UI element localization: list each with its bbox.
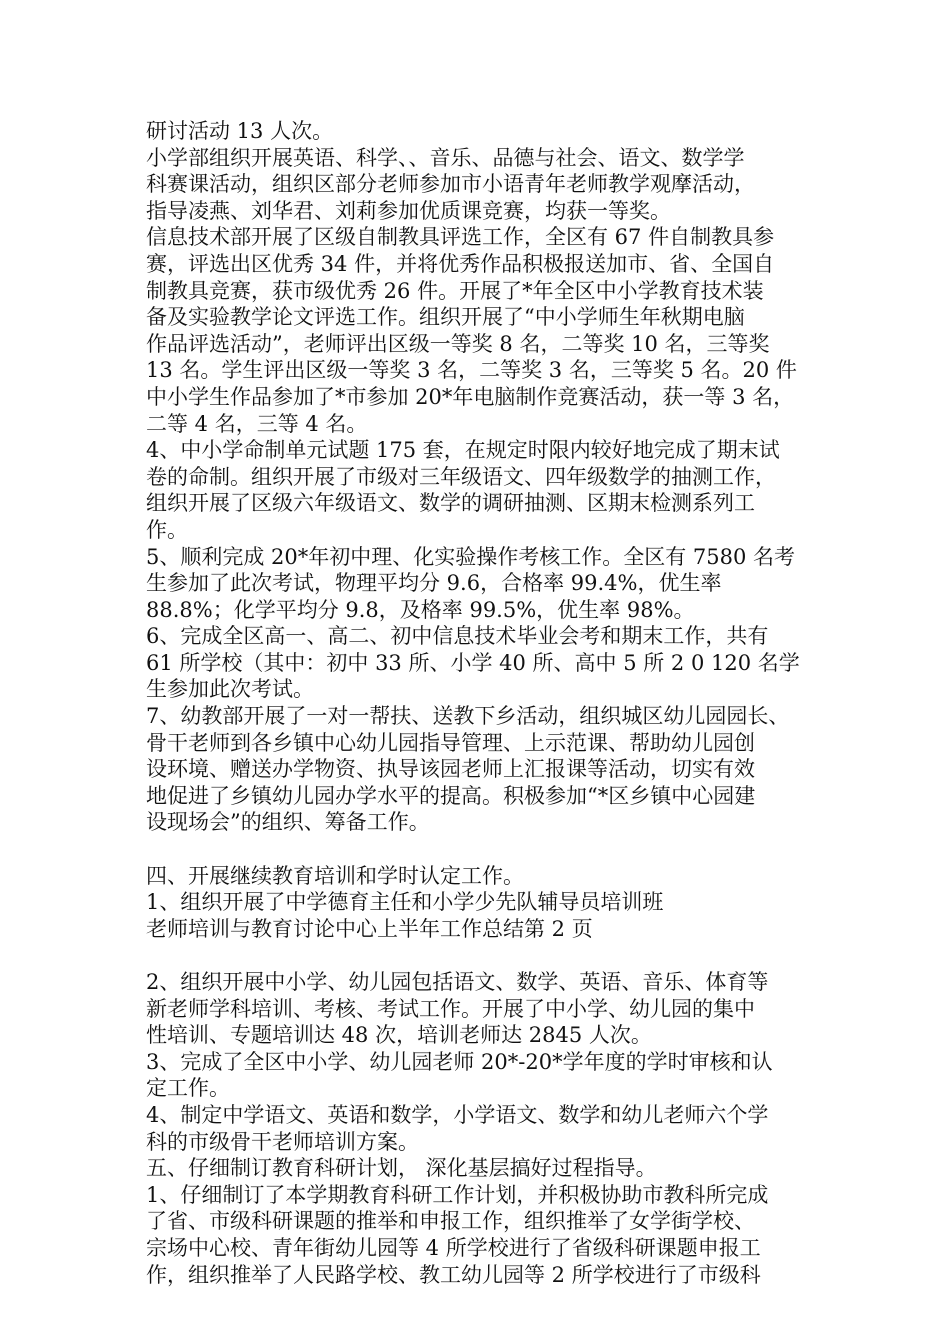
document-body	[146, 118, 826, 1288]
text-line: 4、制定中学语文、英语和数学，小学语文、数学和幼儿老师六个学	[146, 1102, 769, 1127]
blank-line	[146, 836, 826, 863]
text-line: 3、完成了全区中小学、幼儿园老师 20*-20*学年度的学时审核和认	[146, 1049, 773, 1074]
text-line: 生参加了此次考试，物理平均分 9.6，合格率 99.4%，优生率	[146, 571, 722, 596]
text-line: 设环境、赠送办学物资、执导该园老师上汇报课等活动，切实有效	[146, 757, 755, 782]
text-line: 骨干老师到各乡镇中心幼儿园指导管理、上示范课、帮助幼儿园创	[146, 730, 755, 755]
text-line: 二等 4 名，三等 4 名。	[146, 411, 368, 436]
text-line: 作，组织推举了人民路学校、教工幼儿园等 2 所学校进行了市级科	[146, 1262, 761, 1287]
text-line: 88.8%；化学平均分 9.8，及格率 99.5%，优生率 98%。	[146, 597, 695, 622]
text-line: 61 所学校（其中：初中 33 所、小学 40 所、高中 5 所 2 0 120 名学	[146, 650, 800, 675]
section-heading: 五、仔细制订教育科研计划， 深化基层搞好过程指导。	[146, 1156, 657, 1181]
text-line: 新老师学科培训、考核、考试工作。开展了中小学、幼儿园的集中	[146, 996, 755, 1021]
blank-line	[146, 942, 826, 969]
text-line: 1、组织开展了中学德育主任和小学少先队辅导员培训班	[146, 890, 664, 915]
text-line: 科的市级骨干老师培训方案。	[146, 1129, 419, 1154]
text-line: 卷的命制。组织开展了市级对三年级语文、四年级数学的抽测工作，	[146, 464, 776, 489]
text-line: 6、完成全区高一、高二、初中信息技术毕业会考和期末工作，共有	[146, 624, 769, 649]
text-line: 指导凌燕、刘华君、刘莉参加优质课竞赛，均获一等奖。	[146, 198, 671, 223]
text-line: 宗场中心校、青年街幼儿园等 4 所学校进行了省级科研课题申报工	[146, 1235, 761, 1260]
text-line: 2、组织开展中小学、幼儿园包括语文、数学、英语、音乐、体育等	[146, 970, 769, 994]
text-line: 作。	[146, 517, 188, 542]
text-line: 7、幼教部开展了一对一帮扶、送教下乡活动，组织城区幼儿园园长、	[146, 704, 790, 729]
text-line: 13 名。学生评出区级一等奖 3 名，二等奖 3 名，三等奖 5 名。20 件	[146, 358, 797, 383]
text-line: 中小学生作品参加了*市参加 20*年电脑制作竞赛活动，获一等 3 名，	[146, 384, 795, 409]
text-line: 地促进了乡镇幼儿园办学水平的提高。积极参加“*区乡镇中心园建	[146, 783, 756, 808]
text-line: 了省、市级科研课题的推举和申报工作，组织推举了女学街学校、	[146, 1209, 755, 1234]
text-line: 1、仔细制订了本学期教育科研工作计划，并积极协助市教科所完成	[146, 1182, 769, 1207]
text-line: 设现场会”的组织、筹备工作。	[146, 810, 430, 835]
text-line: 5、顺利完成 20*年初中理、化实验操作考核工作。全区有 7580 名考	[146, 544, 796, 569]
page-footer: 老师培训与教育讨论中心上半年工作总结第 2 页	[146, 916, 593, 941]
text-line: 备及实验教学论文评选工作。组织开展了“中小学师生年秋期电脑	[146, 305, 745, 330]
text-line: 研讨活动 13 人次。	[146, 119, 334, 143]
text-line: 性培训、专题培训达 48 次，培训老师达 2845 人次。	[146, 1023, 652, 1048]
text-line: 作品评选活动”，老师评出区级一等奖 8 名，二等奖 10 名，三等奖	[146, 331, 770, 356]
text-line: 科赛课活动，组织区部分老师参加市小语青年老师教学观摩活动，	[146, 172, 755, 197]
text-line: 信息技术部开展了区级自制教具评选工作，全区有 67 件自制教具参	[146, 225, 775, 250]
text-line: 赛，评选出区优秀 34 件，并将优秀作品积极报送加市、省、全国自	[146, 251, 775, 276]
text-line: 4、中小学命制单元试题 175 套，在规定时限内较好地完成了期末试	[146, 438, 780, 463]
text-line: 组织开展了区级六年级语文、数学的调研抽测、区期末检测系列工	[146, 491, 755, 516]
section-heading: 四、开展继续教育培训和学时认定工作。	[146, 863, 524, 888]
text-line: 小学部组织开展英语、科学、、音乐、品德与社会、语文、数学学	[146, 145, 745, 170]
text-line: 制教具竞赛，获市级优秀 26 件。开展了*年全区中小学教育技术装	[146, 278, 764, 303]
text-line: 生参加此次考试。	[146, 677, 314, 702]
text-line: 定工作。	[146, 1076, 230, 1101]
